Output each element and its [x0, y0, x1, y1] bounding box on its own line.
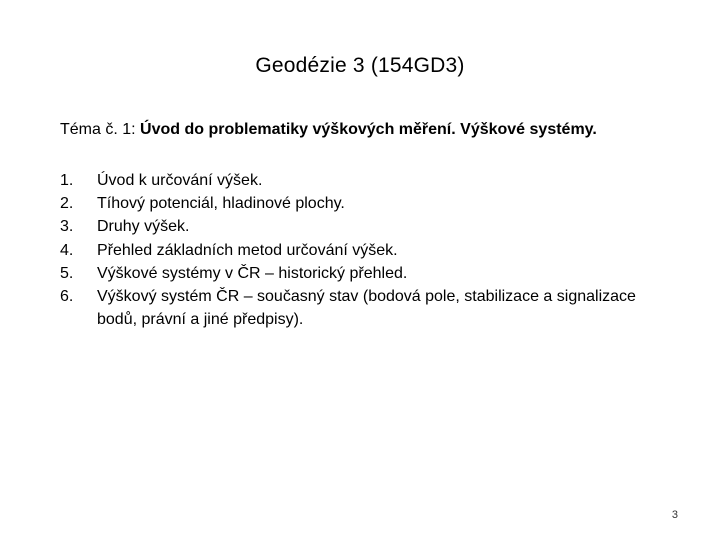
list-item: [60, 285, 660, 331]
list-item-text: Úvod k určování výšek.: [97, 172, 263, 189]
list-item: [60, 239, 660, 262]
topic-line: [60, 118, 680, 142]
list-item-text: Tíhový potenciál, hladinové plochy.: [97, 195, 345, 213]
list-item-text: Výškový systém ČR – současný stav (bodová pole, stabilizace a signalizace bodů, právní a jiné předpisy).: [97, 288, 636, 329]
topic-list: [60, 169, 660, 331]
list-item: [60, 262, 660, 285]
list-item-text: Výškové systémy v ČR – historický přehled.: [97, 264, 408, 282]
list-item-number: 2.: [60, 195, 74, 213]
list-item-number: 3.: [60, 218, 74, 236]
slide-title: Geodézie 3 (154GD3): [255, 54, 465, 77]
topic-prefix: Téma č. 1:: [60, 121, 141, 138]
list-item-number: 5.: [60, 264, 74, 282]
list-item: [60, 215, 660, 238]
list-item: [60, 169, 660, 192]
page-number: 3: [671, 509, 678, 521]
list-item-number: 4.: [60, 241, 74, 259]
list-item-text: Druhy výšek.: [97, 218, 190, 236]
list-item: [60, 192, 660, 215]
list-item-number: 1.: [60, 172, 74, 189]
list-item-text: Přehled základních metod určování výšek.: [97, 241, 398, 259]
list-item-number: 6.: [60, 288, 74, 306]
topic-title: Úvod do problematiky výškových měření. Výškové systémy.: [140, 121, 597, 138]
